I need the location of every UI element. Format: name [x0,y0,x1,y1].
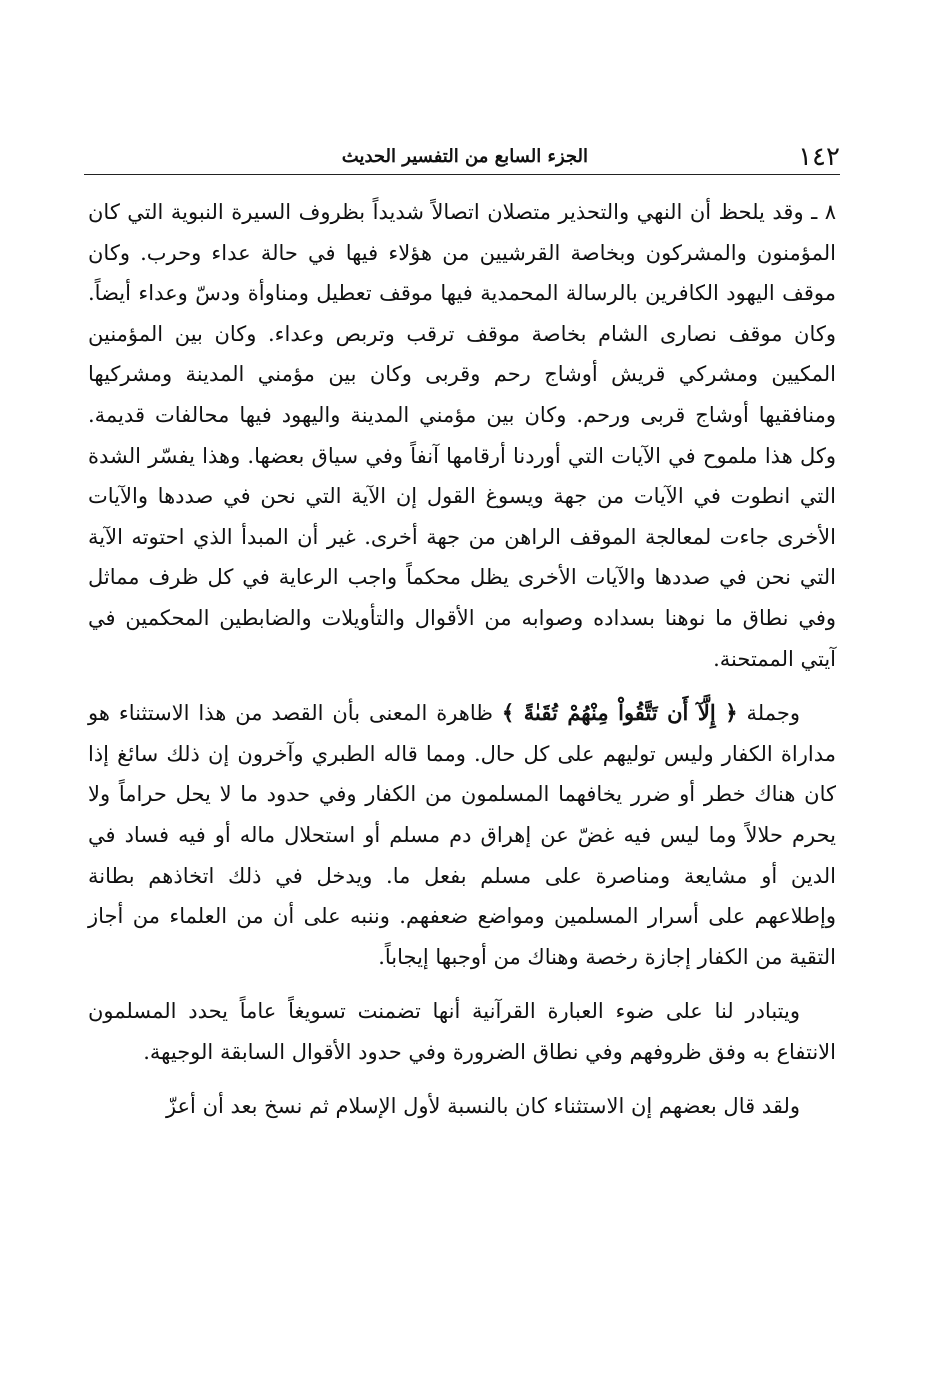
paragraph-2-lead: وجملة [746,701,800,726]
page-header [84,140,840,175]
paragraph-2 [88,693,836,977]
paragraph-3: ويتبادر لنا على ضوء العبارة القرآنية أنها تضمنت تسويغاً عاماً يحدد المسلمون الانتفاع به وفق ظروفهم وفي نطاق الضرورة وفي حدود الأقوال السابقة الوجيهة. [88,999,836,1064]
quran-quote: ﴿ إِلَّآ أَن تَتَّقُواْ مِنْهُمْ تُقَىٰةً ﴾ [501,700,738,726]
paragraph-2-rest: ظاهرة المعنى بأن القصد من هذا الاستثناء هو مداراة الكفار وليس توليهم على كل حال. ومما قاله الطبري وآخرون إن ذلك سائغ إذا كان هناك خطر أو ضرر يخافهما المسلمون من الكفار وفي حدود ما لا يحل حراماً ولا يحرم حلالاً وما ليس فيه غضّ عن إهراق دم مسلم أو استحلال ماله أو فيه فساد في الدين أو مشايعة ومناصرة على مسلم بفعل ما. ويدخل في ذلك اتخاذهم بطانة وإطلاعهم على أسرار المسلمين ومواضع ضعفهم. وننبه على أن من العلماء من أجاز التقية من الكفار إجازة رخصة وهناك من أوجبها إيجاباً. [88,701,836,969]
page-number: ١٤٢ [798,142,840,172]
paragraph-1: ٨ ـ وقد يلحظ أن النهي والتحذير متصلان اتصالاً شديداً بظروف السيرة النبوية التي كان المؤمنون والمشركون وبخاصة القرشيين من هؤلاء فيها في حالة عداء وحرب. وكان موقف اليهود الكافرين بالرسالة المحمدية فيها موقف تعطيل ومناوأة ودسّ وعداء أيضاً. وكان موقف نصارى الشام بخاصة موقف ترقب وتربص وعداء. وكان بين المؤمنين المكيين ومشركي قريش أوشاج رحم وقربى وكان بين مؤمني المدينة ومشركيها ومنافقيها أوشاج قربى ورحم. وكان بين مؤمني المدينة واليهود فيها محالفات قديمة. وكل هذا ملموح في الآيات التي أوردنا أرقامها آنفاً وفي سياق بعضها. وهذا يفسّر الشدة التي انطوت في الآيات من جهة ويسوغ القول إن الآية التي نحن في صددها والآيات الأخرى جاءت لمعالجة الموقف الراهن من جهة أخرى. غير أن المبدأ الذي احتوته الآية التي نحن في صددها والآيات الأخرى يظل محكماً واجب الرعاية في كل ظرف مماثل وفي نطاق ما نوهنا بسداده وصوابه من الأقوال والتأويلات والضابطين المحكمين في آيتي الممتحنة. [88,200,836,671]
paragraph-4: ولقد قال بعضهم إن الاستثناء كان بالنسبة لأول الإسلام ثم نسخ بعد أن أعزّ [165,1094,800,1119]
running-title: الجزء السابع من التفسير الحديث [341,146,588,167]
body-text [88,192,836,1127]
